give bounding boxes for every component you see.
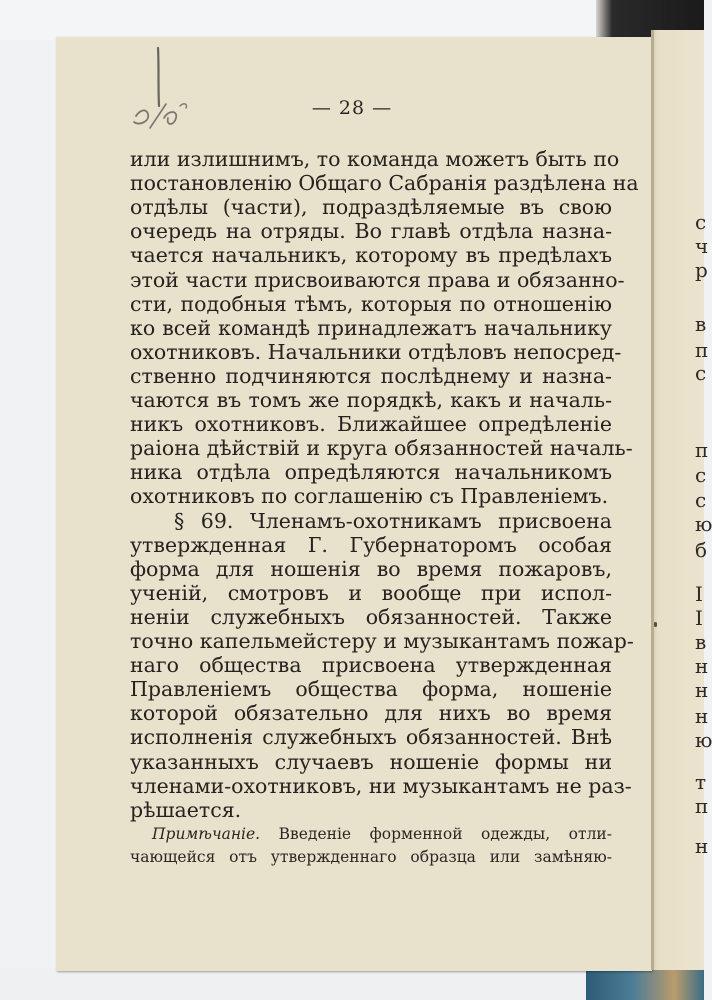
facing-page-fragment: н [695, 704, 709, 728]
text-line: охотниковъ. Начальники отдѣловъ непосред- [130, 339, 622, 364]
text-line: этой части присвоиваются права и обязанно- [130, 267, 625, 292]
note-label: Примѣчаніе. [152, 825, 261, 843]
note-line-1 [130, 824, 612, 844]
text-line: форма для ношенія во время пожаровъ, [130, 556, 612, 581]
facing-page-fragment: I [695, 582, 703, 606]
text-line: сти, подобныя тѣмъ, которыя по отношенію [130, 291, 612, 316]
facing-page-fragment: с [695, 361, 707, 385]
text-line: чаются въ томъ же порядкѣ, какъ и началь- [130, 388, 612, 412]
text-line: ученій, смотровъ и вообще при испол- [130, 580, 612, 605]
facing-page-fragment: н [695, 834, 709, 858]
book-cover-edge [586, 970, 704, 1000]
text-line: отдѣлы (части), подраздѣляемые въ свою [130, 195, 612, 220]
pencil-annotation [128, 44, 198, 134]
facing-page-fragment: с [695, 488, 707, 512]
text-line: раіона дѣйствій и круга обязанностей началь- [130, 436, 633, 461]
facing-page-fragment: н [695, 678, 709, 702]
facing-page-fragment: п [695, 438, 709, 462]
facing-page-fragment: ю [695, 512, 712, 536]
text-line: которой обязательно для нихъ во время [130, 701, 612, 726]
note-line-2: чающейся отъ утвержденнаго образца или замѣняю- [130, 848, 612, 866]
text-line: охотниковъ по соглашенію съ Правленіемъ. [130, 484, 609, 509]
text-line: ко всей командѣ принадлежатъ начальнику [130, 315, 612, 340]
facing-page-fragment: б [695, 538, 708, 562]
text-line: чается начальникъ, которому въ предѣлахъ [130, 243, 612, 268]
text-line: никъ охотниковъ. Ближайшее опредѣленіе [130, 412, 612, 437]
text-line: рѣшается. [130, 797, 242, 822]
text-line: постановленію Общаго Сабранія раздѣлена на [130, 171, 639, 196]
page-number: — 28 — [311, 97, 393, 119]
facing-page-fragment: ю [695, 728, 712, 752]
facing-page-fragment: с [695, 210, 707, 234]
facing-page-fragment: п [695, 794, 709, 818]
facing-page-fragment: с [695, 463, 707, 487]
text-line: утвержденная Г. Губернаторомъ особая [130, 532, 612, 557]
text-line: указанныхъ случаевъ ношеніе формы ни [130, 749, 612, 774]
facing-page-fragment: в [695, 312, 707, 336]
text-line: исполненія служебныхъ обязанностей. Внѣ [130, 725, 612, 750]
facing-page-fragment: н [695, 654, 709, 678]
text-line: точно капельмейстеру и музыкантамъ пожар- [130, 629, 634, 653]
facing-page-fragment: п [695, 338, 709, 362]
text-line: ника отдѣла опредѣляются начальникомъ [130, 460, 612, 485]
text-line: наго общества присвоена утвержденная [130, 653, 612, 678]
text-line: § 69. Членамъ-охотникамъ присвоена [174, 508, 612, 533]
facing-page-fragment: р [695, 258, 708, 282]
facing-page-fragment: в [695, 630, 707, 654]
text-line: членами-охотниковъ, ни музыкантамъ не раз- [130, 773, 632, 798]
facing-page-fragment: т [695, 770, 707, 794]
facing-page-fragment: I [695, 606, 703, 630]
book-spine [651, 30, 654, 970]
text-line: ственно подчиняются послѣднему и назна- [130, 363, 612, 388]
note-text-1: Введеніе форменной одежды, отли- [278, 825, 612, 843]
text-line: очередь на отряды. Во главѣ отдѣла назна- [130, 219, 612, 244]
text-line: или излишнимъ, то команда можетъ быть по [130, 147, 620, 171]
ink-spot [654, 622, 657, 627]
facing-page-fragment: ч [695, 234, 709, 258]
text-line: неніи служебныхъ обязанностей. Также [130, 604, 612, 629]
text-line: Правленіемъ общества форма, ношеніе [130, 677, 612, 702]
